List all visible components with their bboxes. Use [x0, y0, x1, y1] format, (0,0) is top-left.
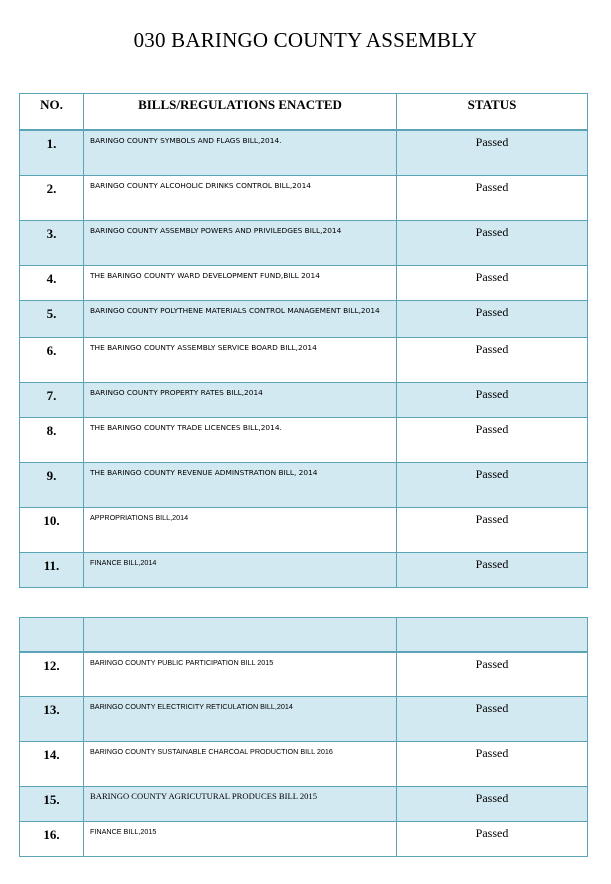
empty-cell [20, 618, 84, 652]
header-status: STATUS [397, 94, 588, 131]
table-row [20, 697, 588, 742]
page-title: 030 BARINGO COUNTY ASSEMBLY [133, 28, 478, 52]
bill-name: BARINGO COUNTY PROPERTY RATES BILL,2014 [84, 382, 397, 417]
bill-status: Passed [397, 130, 588, 175]
row-number: 7. [20, 382, 84, 417]
table-row [20, 652, 588, 697]
table-row [20, 507, 588, 552]
bill-name: FINANCE BILL,2014 [84, 552, 397, 587]
row-number: 3. [20, 220, 84, 265]
bill-name: BARINGO COUNTY SUSTAINABLE CHARCOAL PRODUCTION BILL 2016 [84, 742, 397, 787]
row-number: 10. [20, 507, 84, 552]
table-row [20, 552, 588, 587]
bill-status: Passed [397, 175, 588, 220]
bill-status: Passed [397, 787, 588, 822]
bill-name: BARINGO COUNTY ASSEMBLY POWERS AND PRIVILEDGES BILL,2014 [84, 220, 397, 265]
row-number: 8. [20, 417, 84, 462]
table-row [20, 130, 588, 175]
bill-status: Passed [397, 652, 588, 697]
bill-status: Passed [397, 300, 588, 337]
bill-name: THE BARINGO COUNTY TRADE LICENCES BILL,2014. [84, 417, 397, 462]
bill-name: BARINGO COUNTY SYMBOLS AND FLAGS BILL,2014. [84, 130, 397, 175]
bill-status: Passed [397, 507, 588, 552]
table-row [20, 822, 588, 857]
bill-name: THE BARINGO COUNTY WARD DEVELOPMENT FUND,BILL 2014 [84, 265, 397, 300]
row-number: 9. [20, 462, 84, 507]
bill-status: Passed [397, 552, 588, 587]
bill-name: THE BARINGO COUNTY REVENUE ADMINSTRATION BILL, 2014 [84, 462, 397, 507]
row-number: 1. [20, 130, 84, 175]
row-number: 15. [20, 787, 84, 822]
bill-name: FINANCE BILL,2015 [84, 822, 397, 857]
bill-name: BARINGO COUNTY ALCOHOLIC DRINKS CONTROL BILL,2014 [84, 175, 397, 220]
row-number: 4. [20, 265, 84, 300]
bill-status: Passed [397, 417, 588, 462]
header-no: NO. [20, 94, 84, 131]
bill-status: Passed [397, 382, 588, 417]
table-row [20, 742, 588, 787]
bill-name: BARINGO COUNTY POLYTHENE MATERIALS CONTROL MANAGEMENT BILL,2014 [84, 300, 397, 337]
bill-status: Passed [397, 265, 588, 300]
bill-status: Passed [397, 822, 588, 857]
row-number: 12. [20, 652, 84, 697]
row-number: 2. [20, 175, 84, 220]
table-row [20, 265, 588, 300]
row-number: 11. [20, 552, 84, 587]
bill-name: BARINGO COUNTY PUBLIC PARTICIPATION BILL 2015 [84, 652, 397, 697]
bill-name: THE BARINGO COUNTY ASSEMBLY SERVICE BOARD BILL,2014 [84, 337, 397, 382]
bill-status: Passed [397, 220, 588, 265]
row-number: 5. [20, 300, 84, 337]
bills-table-2 [19, 617, 588, 857]
bill-name: BARINGO COUNTY ELECTRICITY RETICULATION BILL,2014 [84, 697, 397, 742]
empty-cell [84, 618, 397, 652]
table-row [20, 382, 588, 417]
row-number: 6. [20, 337, 84, 382]
table-header-row [20, 94, 588, 131]
row-number: 16. [20, 822, 84, 857]
table-row-empty [20, 618, 588, 652]
table-row [20, 337, 588, 382]
bill-status: Passed [397, 742, 588, 787]
row-number: 13. [20, 697, 84, 742]
bill-name: APPROPRIATIONS BILL,2014 [84, 507, 397, 552]
header-bills: BILLS/REGULATIONS ENACTED [84, 94, 397, 131]
bills-table-1 [19, 93, 588, 588]
table-row [20, 175, 588, 220]
bill-name: BARINGO COUNTY AGRICUTURAL PRODUCES BILL 2015 [84, 787, 397, 822]
table-row [20, 787, 588, 822]
table-row [20, 300, 588, 337]
table-row [20, 462, 588, 507]
bill-status: Passed [397, 697, 588, 742]
empty-cell [397, 618, 588, 652]
bill-status: Passed [397, 337, 588, 382]
table-row [20, 417, 588, 462]
bill-status: Passed [397, 462, 588, 507]
table-row [20, 220, 588, 265]
row-number: 14. [20, 742, 84, 787]
